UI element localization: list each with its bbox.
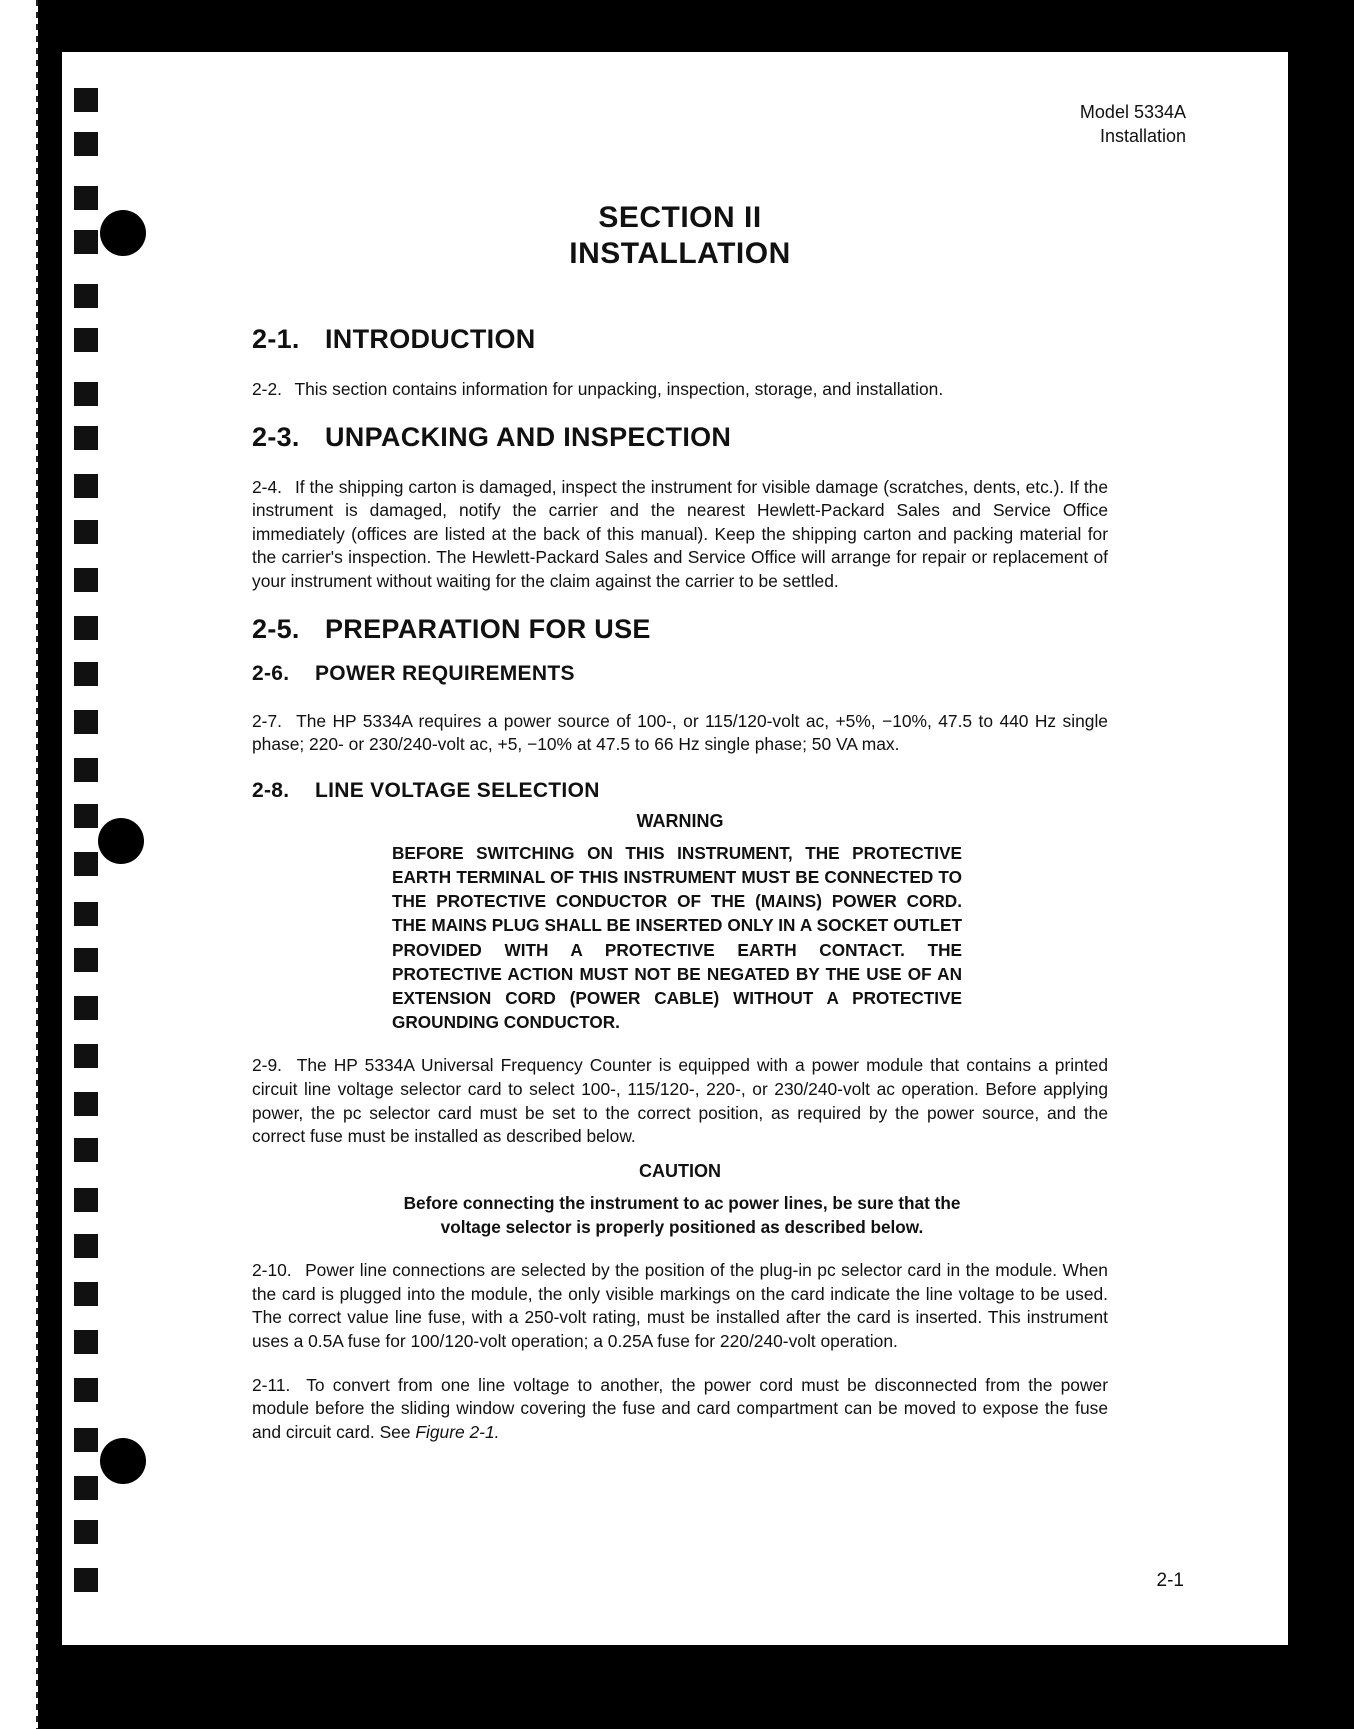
paragraph-number: 2-7. [252,710,282,731]
paragraph-number: 2-2. [252,379,282,399]
paragraph-text: The HP 5334A requires a power source of 100-, or 115/120-volt ac, +5%, −10%, 47.5 to 440 Hz single phase; 220- or 230/240-volt ac, +5, −10% at 47.5 to 66 Hz single phase; 50 VA max. [252,710,1108,755]
heading-text: PREPARATION FOR USE [325,613,651,644]
paragraph-number: 2-11. [252,1374,291,1395]
paragraph-2-7 [252,710,1108,757]
header-model: Model 5334A [1079,102,1186,122]
paragraph-2-10 [252,1259,1108,1353]
paragraph-text: This section contains information for unpacking, inspection, storage, and installation. [294,379,944,399]
paragraph-text: The HP 5334A Universal Frequency Counter is equipped with a power module that contains a printed circuit line voltage selector card to select 100-, 115/120-, 220-, or 230/240-volt ac operation. Before applying power, the pc selector card must be set to the correct position, as required by the power source, and the correct fuse must be installed as described below. [252,1055,1108,1147]
heading-number: 2-1. [252,324,300,354]
paragraph-text: If the shipping carton is damaged, inspect the instrument for visible damage (scratches, dents, etc.). If the instrument is damaged, notify the carrier and the nearest Hewlett-Packard Sales and Service Office immediately (offices are listed at the back of this manual). Keep the shipping carton and packing material for the carrier's inspection. The Hewlett-Packard Sales and Service Office will arrange for repair or replacement of your instrument without waiting for the claim against the carrier to be settled. [252,476,1108,591]
warning-label: WARNING [636,810,724,831]
section-number: SECTION II [598,201,762,234]
figure-reference: Figure 2-1. [415,1421,500,1442]
caution-label: CAUTION [639,1160,721,1181]
paragraph-2-11 [252,1374,1108,1445]
heading-2-5 [252,612,1108,646]
heading-number: 2-3. [252,421,300,452]
paragraph-2-4 [252,476,1108,594]
heading-2-6 [252,660,1108,688]
heading-2-8 [252,777,1108,805]
paragraph-2-2 [252,378,1108,402]
page-number: 2-1 [1156,1570,1184,1591]
heading-text: UNPACKING AND INSPECTION [325,421,732,452]
warning-text: BEFORE SWITCHING ON THIS INSTRUMENT, THE PROTECTIVE EARTH TERMINAL OF THIS INSTRUMENT MUST BE CONNECTED TO THE PROTECTIVE CONDUCTOR OF THE (MAINS) POWER CORD. THE MAINS PLUG SHALL BE INSERTED ONLY IN A SOCKET OUTLET PROVIDED WITH A PROTECTIVE EARTH CONTACT. THE PROTECTIVE ACTION MUST NOT BE NEGATED BY THE USE OF AN EXTENSION CORD (POWER CABLE) WITHOUT A PROTECTIVE GROUNDING CONDUCTOR. [392,842,962,1033]
heading-text: LINE VOLTAGE SELECTION [315,778,600,802]
heading-number: 2-5. [252,613,300,644]
section-name: INSTALLATION [569,237,791,270]
page-content [252,322,1108,1444]
paragraph-number: 2-10. [252,1260,292,1281]
section-title [500,200,860,272]
header-chapter: Installation [1099,126,1186,146]
heading-text: INTRODUCTION [325,324,536,354]
paragraph-text: To convert from one line voltage to another, the power cord must be disconnected from the power module before the sliding window covering the fuse and card compartment can be moved to expose the fuse and circuit card. See [252,1374,1108,1442]
paragraph-number: 2-9. [252,1055,282,1076]
heading-number: 2-6. [252,661,290,685]
heading-2-1 [252,322,1108,356]
heading-2-3 [252,420,1108,454]
paragraph-number: 2-4. [252,476,282,497]
paragraph-2-9 [252,1054,1108,1148]
heading-text: POWER REQUIREMENTS [315,661,575,685]
running-header [1080,100,1186,148]
caution-text: Before connecting the instrument to ac power lines, be sure that the voltage selector is properly positioned as described below. [403,1192,961,1237]
paragraph-text: Power line connections are selected by the position of the plug-in pc selector card in the module. When the card is plugged into the module, the only visible markings on the card indicate the line voltage to be used. The correct value line fuse, with a 250-volt rating, must be installed after the card is inserted. This instrument uses a 0.5A fuse for 100/120-volt operation; a 0.25A fuse for 220/240-volt operation. [252,1260,1108,1351]
heading-number: 2-8. [252,778,290,802]
